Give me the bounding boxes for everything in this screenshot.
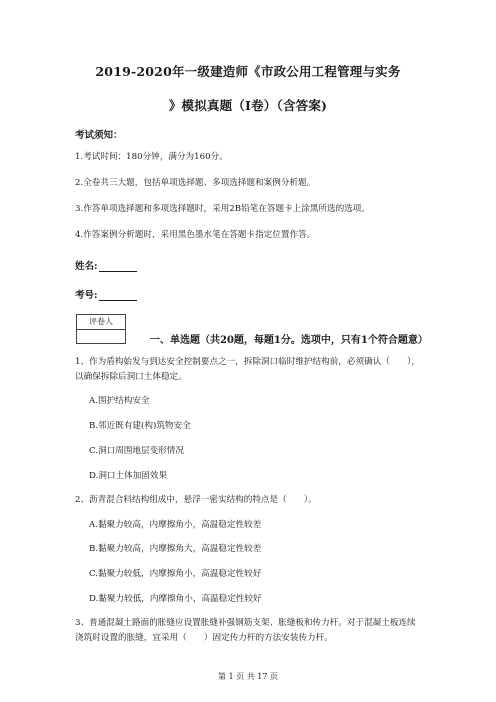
- notice-item-1: 1.考试时间：180分钟，满分为160分。: [75, 152, 228, 162]
- question-1-option-d: D.洞口土体加固效果: [89, 471, 168, 481]
- grader-box: [76, 314, 126, 344]
- id-label: 考号:: [75, 290, 98, 301]
- grader-label: 评卷人: [77, 315, 125, 330]
- question-2-option-a: A.黏聚力较高，内摩擦角小，高温稳定性较差: [89, 520, 262, 530]
- name-blank-line[interactable]: [99, 262, 137, 272]
- question-2-option-b: B.黏聚力较高，内摩擦角大，高温稳定性较差: [89, 544, 262, 554]
- question-1-option-a: A.围护结构安全: [89, 396, 150, 406]
- notice-item-2: 2.全卷共三大题，包括单项选择题、多项选择题和案例分析题。: [75, 178, 316, 188]
- question-3-line-1: 3、普通混凝土路面的胀缝应设置胀缝补强钢筋支架、胀缝板和传力杆。对于混凝土板连续: [75, 618, 416, 628]
- page-footer: 第 1 页 共 17 页: [218, 672, 278, 681]
- name-field-row: [75, 258, 137, 272]
- question-1-line-1: 1、作为盾构始发与到达安全控制要点之一，拆除洞口临时维护结构前，必须确认（ ），: [75, 357, 420, 367]
- question-1-line-2: 以确保拆除后洞口土体稳定。: [75, 372, 187, 382]
- section-1-title: 一、单选题（共20题，每题1分。选项中，只有1个符合题意）: [150, 335, 428, 346]
- question-3-line-2: 浇筑时设置的胀缝，宜采用（ ）固定传力杆的方法安装传力杆。: [75, 633, 333, 643]
- id-blank-line[interactable]: [99, 291, 137, 301]
- name-label: 姓名:: [75, 261, 98, 272]
- notice-heading: 考试须知：: [75, 130, 123, 141]
- question-1-option-c: C.洞口周围地层变形情况: [89, 446, 184, 456]
- id-field-row: [75, 287, 137, 301]
- question-2-option-c: C.黏聚力较低，内摩擦角小，高温稳定性较好: [89, 569, 262, 579]
- exam-title-line-1: 2019-2020年一级建造师《市政公用工程管理与实务: [95, 64, 401, 79]
- question-1-option-b: B.邻近既有建(构)筑物安全: [89, 421, 191, 431]
- question-2-option-d: D.黏聚力较低，内摩擦角小，高温稳定性较好: [89, 594, 262, 604]
- notice-item-3: 3.作答单项选择题和多项选择题时，采用2B铅笔在答题卡上涂黑所选的选项。: [75, 204, 370, 214]
- question-2-line-1: 2、沥青混合料结构组成中，悬浮一密实结构的特点是（ ）。: [75, 495, 317, 505]
- notice-item-4: 4.作答案例分析题时，采用黑色墨水笔在答题卡指定位置作答。: [75, 230, 316, 240]
- exam-title-line-2: 》模拟真题（I卷）（含答案): [168, 98, 328, 113]
